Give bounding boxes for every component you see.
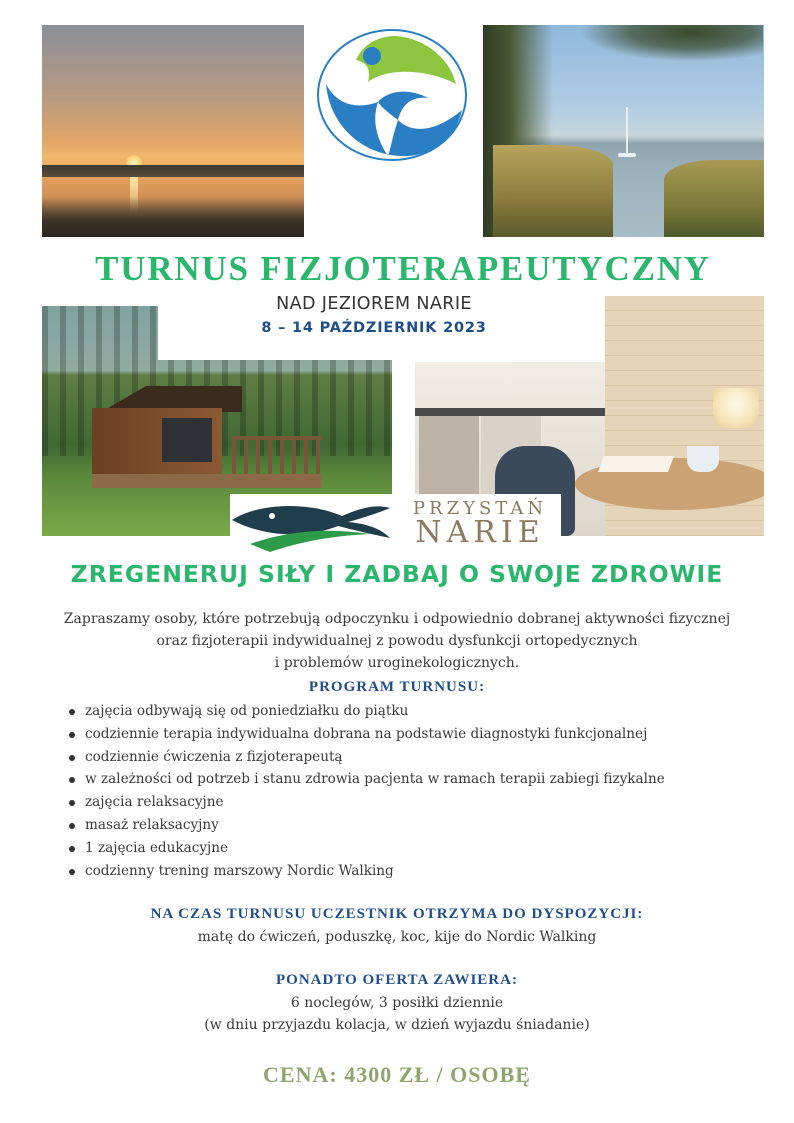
- reeds-right-shape: [664, 160, 764, 237]
- fish-wave-logo: [230, 494, 400, 554]
- event-dates: 8 – 14 PAŹDZIERNIK 2023: [261, 320, 487, 336]
- list-item: zajęcia odbywają się od poniedziałku do piątku: [68, 700, 768, 723]
- cabinet-shape: [419, 416, 479, 496]
- list-item: w zależności od potrzeb i stanu zdrowia pacjenta w ramach terapii zabiegi fizykalne: [68, 768, 768, 791]
- physiotherapy-figure-logo: [316, 28, 468, 162]
- deck-railing-shape: [232, 436, 322, 474]
- lamp-shape: [713, 388, 759, 428]
- intro-line: i problemów uroginekologicznych.: [274, 655, 520, 671]
- tree-branch-shape: [583, 25, 763, 61]
- intro-paragraph: [30, 608, 764, 674]
- intro-line: Zapraszamy osoby, które potrzebują odpoczynku i odpowiednio dobranej aktywności fizycznej: [63, 611, 731, 627]
- deck-shape: [92, 474, 322, 488]
- book-shape: [598, 456, 674, 472]
- equipment-text: matę do ćwiczeń, poduszkę, koc, kije do Nordic Walking: [197, 929, 597, 945]
- reeds-shape: [42, 197, 304, 237]
- offer-text: [30, 992, 764, 1036]
- intro-line: oraz fizjoterapii indywidualnej z powodu dysfunkcji ortopedycznych: [156, 633, 638, 649]
- list-item: codziennie ćwiczenia z fizjoterapeutą: [68, 746, 768, 769]
- list-item: codzienny trening marszowy Nordic Walking: [68, 860, 768, 883]
- partner-name-line2: NARIE: [415, 515, 545, 550]
- list-item: codziennie terapia indywidualna dobrana na podstawie diagnostyki funkcjonalnej: [68, 723, 768, 746]
- program-title: PROGRAM TURNUSU:: [308, 679, 486, 695]
- price: CENA: 4300 ZŁ / OSOBĘ: [263, 1062, 531, 1087]
- partner-name-line1: PRZYSTAŃ: [412, 498, 548, 519]
- sunset-lake-photo: [42, 25, 304, 237]
- list-item: 1 zajęcia edukacyjne: [68, 837, 768, 860]
- lake-reeds-photo: [483, 25, 764, 237]
- program-list: [68, 700, 768, 882]
- sailboat-shape: [618, 153, 636, 157]
- headline: ZREGENERUJ SIŁY I ZADBAJ O SWOJE ZDROWIE: [70, 560, 724, 588]
- partner-logo: [230, 494, 561, 554]
- offer-line: (w dniu przyjazdu kolacja, w dzień wyjazdu śniadanie): [204, 1017, 590, 1033]
- reeds-left-shape: [493, 145, 613, 237]
- offer-title: PONADTO OFERTA ZAWIERA:: [276, 972, 518, 988]
- shoreline-shape: [42, 165, 304, 177]
- page-title: TURNUS FIZJOTERAPEUTYCZNY: [95, 249, 711, 288]
- cup-shape: [687, 446, 719, 472]
- sailboat-mast-shape: [626, 107, 628, 155]
- counter-shape: [415, 408, 605, 416]
- list-item: masaż relaksacyjny: [68, 814, 768, 837]
- equipment-title: NA CZAS TURNUSU UCZESTNIK OTRZYMA DO DYSPOZYCJI:: [150, 906, 644, 922]
- cabin-window-shape: [162, 418, 212, 462]
- subtitle: NAD JEZIOREM NARIE: [276, 294, 472, 314]
- list-item: zajęcia relaksacyjne: [68, 791, 768, 814]
- offer-line: 6 noclegów, 3 posiłki dziennie: [290, 995, 504, 1011]
